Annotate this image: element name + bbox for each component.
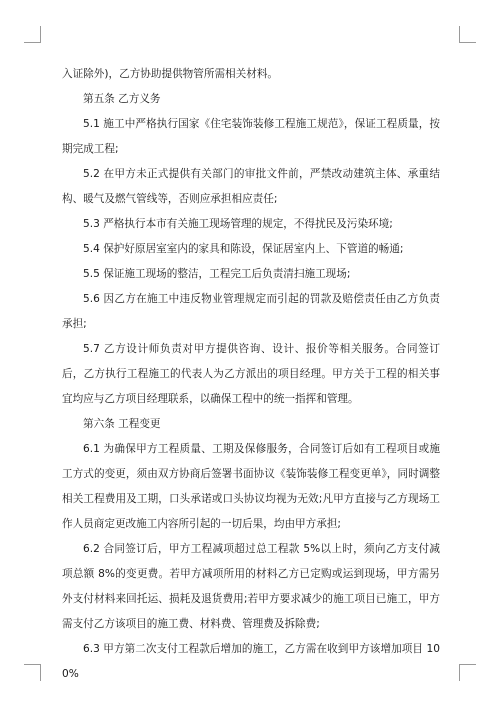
section-heading-article-6: 第六条 工程变更 — [83, 418, 161, 430]
crop-mark-bottom-left — [24, 664, 41, 681]
paragraph-5-6: 5.6 因乙方在施工中违反物业管理规定而引起的罚款及赔偿责任由乙方负责承担; — [62, 293, 440, 330]
paragraph-5-5: 5.5 保证施工现场的整洁，工程完工后负责清扫施工现场; — [83, 268, 351, 280]
paragraph-5-7: 5.7 乙方设计师负责对甲方提供咨询、设计、报价等相关服务。合同签订后，乙方执行工程施工的代表人为乙方派出的项目经理。甲方关于工程的相关事宜均应与乙方项目经理联系，以确保工程中的统一指挥和管理。 — [62, 343, 440, 405]
paragraph-6-2: 6.2 合同签订后，甲方工程减项超过总工程款 5%以上时，须向乙方支付减项总额 8%的变更费。若甲方减项所用的材料乙方已定购或运到现场，甲方需另外支付材料来回托运、损耗及退货费用;若甲方要求减少的施工项目已施工，甲方需支付乙方该项目的施工费、材料费、管理费及拆除费; — [62, 543, 440, 630]
paragraph-5-2: 5.2 在甲方未正式提供有关部门的审批文件前，严禁改动建筑主体、承重结构、暖气及燃气管线等，否则应承担相应责任; — [62, 168, 440, 205]
crop-mark-bottom-right — [459, 664, 476, 681]
crop-mark-top-right — [459, 26, 476, 43]
paragraph-5-4: 5.4 保护好原居室室内的家具和陈设，保证居室内上、下管道的畅通; — [83, 243, 404, 255]
section-heading-article-5: 第五条 乙方义务 — [83, 93, 161, 105]
paragraph-5-3: 5.3 严格执行本市有关施工现场管理的规定，不得扰民及污染环境; — [83, 218, 393, 230]
crop-mark-top-left — [24, 26, 41, 43]
paragraph-6-1: 6.1 为确保甲方工程质量、工期及保修服务，合同签订后如有工程项目或施工方式的变更，须由双方协商后签署书面协议《装饰装修工程变更单》，同时调整相关工程费用及工期，口头承诺或口头协议均视为无效;凡甲方直接与乙方现场工作人员商定更改施工内容所引起的一切后果，均由甲方承担; — [62, 443, 440, 530]
paragraph-6-3: 6.3 甲方第二次支付工程款后增加的施工，乙方需在收到甲方该增加项目 100% — [62, 643, 440, 680]
document-body — [62, 62, 440, 687]
paragraph-5-1: 5.1 施工中严格执行国家《住宅装饰装修工程施工规范》，保证工程质量，按期完成工程; — [62, 118, 440, 155]
paragraph-continuation: 入证除外)，乙方协助提供物管所需相关材料。 — [62, 68, 279, 80]
